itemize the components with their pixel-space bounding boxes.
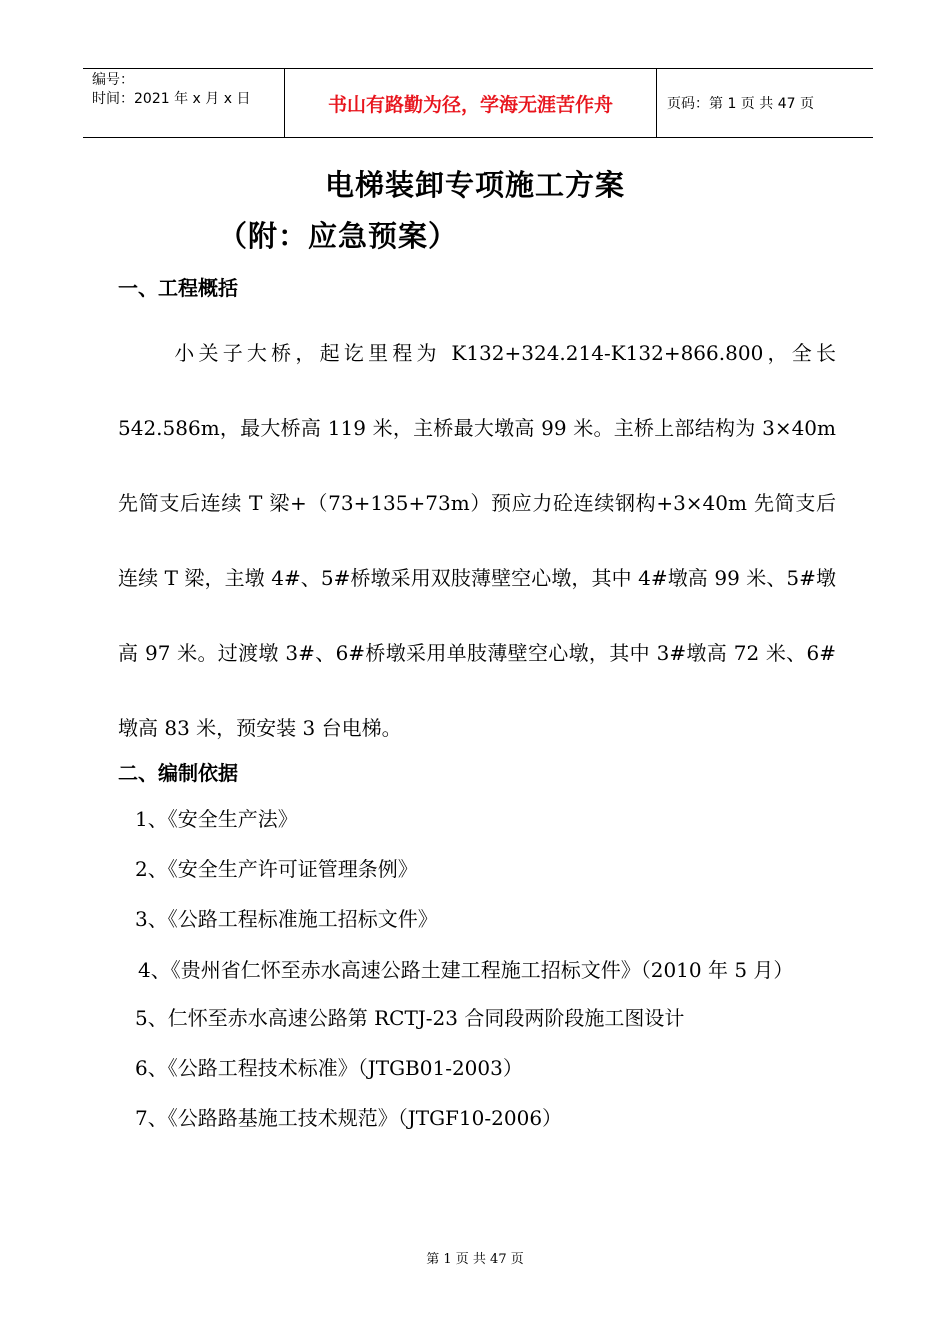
header-number: 编号：	[92, 72, 134, 88]
overview-paragraph-text: 小关子大桥，起讫里程为 K132+324.214-K132+866.800，全长 542.586m，最大桥高 119 米，主桥最大墩高 99 米。主桥上部结构为 3×40m 先简支后连续 T 梁+（73+135+73m）预应力砼连续钢构+3×40m 先简支后连续 T 梁，主墩 4#、5#桥墩采用双肢薄壁空心墩，其中 4#墩高 99 米、5#墩高 97 米。过渡墩 3#、6#桥墩采用单肢薄壁空心墩，其中 3#墩高 72 米、6#墩高 83 米，预安装 3 台电梯。	[118, 341, 836, 740]
list-item: 4、《贵州省仁怀至赤水高速公路土建工程施工招标文件》（2010 年 5 月）	[138, 958, 794, 982]
section-heading-overview: 一、工程概括	[118, 276, 238, 300]
section-heading-basis: 二、编制依据	[118, 761, 238, 785]
header-motto: 书山有路勤为径，学海无涯苦作舟	[284, 69, 657, 137]
basis-list	[118, 800, 838, 1149]
document-subtitle: （附：应急预案）	[218, 219, 459, 253]
document-title: 电梯装卸专项施工方案	[324, 168, 625, 202]
list-item: 6、《公路工程技术标准》（JTGB01-2003）	[135, 1056, 523, 1080]
list-item: 5、仁怀至赤水高速公路第 RCTJ-23 合同段两阶段施工图设计	[135, 1006, 685, 1030]
list-item: 1、《安全生产法》	[135, 807, 298, 831]
header-date: 时间：2021 年 x 月 x 日	[92, 91, 251, 107]
header-page-info: 页码：第 1 页 共 47 页	[667, 96, 814, 112]
list-item: 2、《安全生产许可证管理条例》	[135, 857, 418, 881]
list-item: 7、《公路路基施工技术规范》（JTGF10-2006）	[135, 1106, 563, 1130]
page-footer: 第 1 页 共 47 页	[426, 1252, 524, 1267]
page-header	[83, 68, 873, 138]
header-meta	[83, 69, 284, 137]
list-item: 3、《公路工程标准施工招标文件》	[135, 907, 438, 931]
overview-paragraph	[118, 316, 836, 766]
